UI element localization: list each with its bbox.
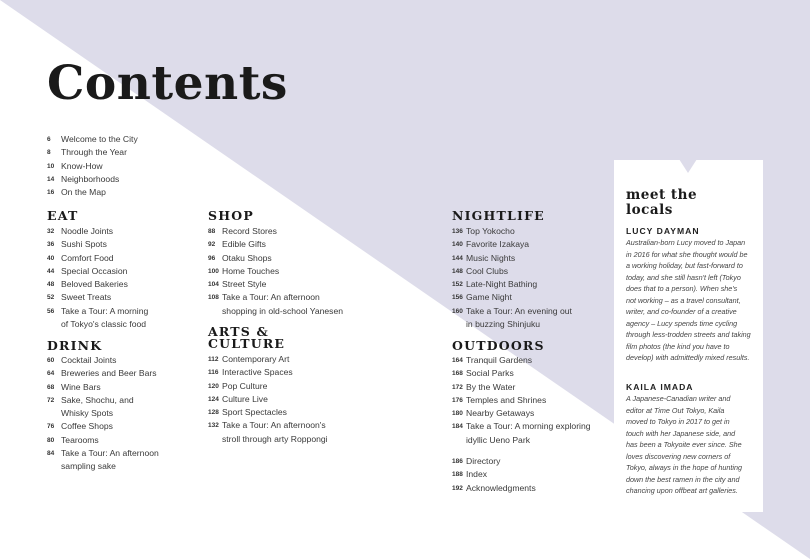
locals-title-line: locals xyxy=(626,202,673,218)
page-number: 6 xyxy=(47,136,51,143)
toc-entry xyxy=(47,434,159,447)
toc-entry xyxy=(208,406,328,419)
bio-line: moved to Tokyo in 2017 to get in xyxy=(626,417,730,426)
toc-entry xyxy=(47,394,159,421)
entry-title-line: Coffee Shops xyxy=(61,421,113,432)
shop-list xyxy=(208,225,343,318)
page-number: 124 xyxy=(208,395,219,403)
page-number: 192 xyxy=(452,484,463,492)
bio-line: Australian-born Lucy moved to Japan xyxy=(626,238,746,247)
entry-title xyxy=(466,265,572,278)
toc-entry xyxy=(452,265,572,278)
bio-line: writer, and co-founder of a creative xyxy=(626,307,737,316)
panel-notch xyxy=(679,159,697,173)
toc-entry xyxy=(452,455,536,468)
page-number: 40 xyxy=(47,254,55,262)
entry-title xyxy=(222,406,328,419)
entry-title-line: Temples and Shrines xyxy=(466,394,547,405)
bio-line: Tokyo, always in the hope of hunting xyxy=(626,463,743,472)
entry-title-line: Cocktail Joints xyxy=(61,355,117,365)
toc-entry xyxy=(452,482,536,495)
entry-title xyxy=(466,367,591,380)
entry-title-line: Wine Bars xyxy=(61,381,101,392)
page-number: 116 xyxy=(208,369,219,377)
drink-list xyxy=(47,354,159,474)
page-number: 88 xyxy=(208,228,216,235)
page-number: 168 xyxy=(452,370,463,378)
entry-title-line: Index xyxy=(466,469,488,480)
entry-title-line: Tearooms xyxy=(61,434,99,445)
page-number: 176 xyxy=(452,396,463,404)
bio-line: film photos (the kind you have to xyxy=(626,341,730,351)
entry-title-line: Sweet Treats xyxy=(61,292,112,303)
local-bio-lucy xyxy=(626,237,754,364)
entry-title xyxy=(61,381,159,394)
entry-title xyxy=(61,394,159,421)
entry-title xyxy=(61,252,148,265)
entry-title xyxy=(466,305,572,332)
entry-title-line: By the Water xyxy=(466,381,516,392)
bio-line: develop) with admittedly mixed results. xyxy=(626,353,750,362)
bio-line: does that to a person). When she's xyxy=(626,284,738,293)
page-number: 186 xyxy=(452,458,463,465)
eat-list xyxy=(47,225,148,331)
entry-title-line: sampling sake xyxy=(61,461,116,472)
page-number: 180 xyxy=(452,410,463,418)
page-number: 188 xyxy=(452,471,463,479)
page-number: 144 xyxy=(452,254,463,262)
section-heading-drink: DRINK xyxy=(47,338,103,353)
toc-entry xyxy=(452,238,572,251)
toc-entry xyxy=(452,354,591,367)
page-number: 128 xyxy=(208,409,219,417)
entry-title-line: Music Nights xyxy=(466,252,516,263)
toc-entry xyxy=(452,291,572,304)
page-number: 10 xyxy=(47,162,55,170)
section-heading-arts-culture xyxy=(208,326,285,350)
bio-line: in 2016 for what she thought would be xyxy=(626,249,748,259)
entry-title xyxy=(466,394,591,407)
entry-title-line: Otaku Shops xyxy=(222,252,272,263)
bio-line: chancing upon offbeat art galleries. xyxy=(626,486,738,495)
locals-title-line: meet the xyxy=(626,187,698,203)
local-name-kaila: KAILA IMADA xyxy=(626,382,694,392)
entry-title-line: Nearby Getaways xyxy=(466,408,535,419)
toc-entry xyxy=(47,265,148,278)
bio-line: down the best ramen in the city and xyxy=(626,474,740,484)
bio-line: through less-trodden streets and taking xyxy=(626,330,751,339)
entry-title xyxy=(61,160,138,173)
entry-title-line: Take a Tour: A morning exploring xyxy=(466,421,591,432)
section-heading-outdoors: OUTDOORS xyxy=(452,338,545,353)
page-number: 60 xyxy=(47,357,55,364)
entry-title-line: Street Style xyxy=(222,279,267,290)
entry-title-line: Take a Tour: An afternoon xyxy=(61,448,159,459)
entry-title xyxy=(61,133,138,146)
entry-title-line: Favorite Izakaya xyxy=(466,239,530,250)
entry-title xyxy=(61,186,138,199)
entry-title-line: Comfort Food xyxy=(61,252,114,263)
entry-title xyxy=(466,381,591,394)
local-name-lucy: LUCY DAYMAN xyxy=(626,226,700,236)
entry-title xyxy=(61,146,138,159)
page-number: 32 xyxy=(47,228,55,235)
page-number: 164 xyxy=(452,357,463,364)
entry-title-line: in buzzing Shinjuku xyxy=(466,319,541,330)
page-number: 148 xyxy=(452,267,463,275)
entry-title xyxy=(61,305,148,332)
entry-title-line: Through the Year xyxy=(61,147,127,158)
entry-title-line: Breweries and Beer Bars xyxy=(61,368,157,379)
arts-culture-list xyxy=(208,353,328,446)
entry-title-line: Take a Tour: An evening out xyxy=(466,305,572,316)
page-number: 132 xyxy=(208,422,219,430)
toc-entry xyxy=(47,381,159,394)
bio-line: editor at Time Out Tokyo, Kaila xyxy=(626,405,725,415)
toc-entry xyxy=(47,252,148,265)
page-number: 96 xyxy=(208,254,216,262)
bio-line: not working – as a travel consultant, xyxy=(626,295,741,305)
entry-title xyxy=(61,225,148,238)
toc-entry xyxy=(47,278,148,291)
page-number: 136 xyxy=(452,228,463,235)
entry-title xyxy=(466,354,591,367)
toc-entry xyxy=(47,225,148,238)
toc-entry xyxy=(452,394,591,407)
toc-entry xyxy=(452,252,572,265)
heading-line: CULTURE xyxy=(208,336,286,351)
toc-entry xyxy=(452,468,536,481)
entry-title-line: Take a Tour: An afternoon xyxy=(222,292,320,303)
entry-title xyxy=(222,291,343,318)
entry-title-line: shopping in old-school Yanesen xyxy=(222,305,344,316)
toc-entry xyxy=(208,265,343,278)
toc-entry xyxy=(47,186,138,199)
entry-title xyxy=(61,278,148,291)
page-number: 84 xyxy=(47,450,55,458)
page-number: 108 xyxy=(208,294,219,302)
toc-entry xyxy=(208,419,328,446)
toc-entry xyxy=(208,380,328,393)
entry-title xyxy=(466,482,536,495)
entry-title xyxy=(222,278,343,291)
intro-list xyxy=(47,133,138,199)
toc-entry xyxy=(47,420,159,433)
entry-title-line: Beloved Bakeries xyxy=(61,279,128,290)
toc-entry xyxy=(208,291,343,318)
toc-entry xyxy=(47,238,148,251)
toc-entry xyxy=(47,305,148,332)
entry-title-line: Social Parks xyxy=(466,368,514,379)
entry-title-line: Interactive Spaces xyxy=(222,367,293,378)
entry-title-line: Record Stores xyxy=(222,226,277,236)
entry-title-line: Edible Gifts xyxy=(222,239,266,250)
entry-title xyxy=(222,252,343,265)
entry-title-line: Welcome to the City xyxy=(61,134,138,144)
entry-title-line: of Tokyo's classic food xyxy=(61,319,147,330)
bio-line: a working holiday, but fast-forward to xyxy=(626,261,743,270)
page-number: 48 xyxy=(47,281,55,289)
entry-title-line: Take a Tour: A morning xyxy=(61,305,149,316)
entry-title-line: Know-How xyxy=(61,160,103,171)
toc-entry xyxy=(208,393,328,406)
entry-title-line: Sushi Spots xyxy=(61,239,107,250)
page-number: 120 xyxy=(208,382,219,390)
entry-title-line: Sake, Shochu, and xyxy=(61,394,134,405)
page-number: 56 xyxy=(47,307,55,315)
entry-title-line: Sport Spectacles xyxy=(222,407,287,418)
page-number: 92 xyxy=(208,241,216,249)
page-number: 14 xyxy=(47,175,55,183)
bio-line: A Japanese-Canadian writer and xyxy=(626,394,731,403)
bio-line: loves discovering new corners of xyxy=(626,451,731,461)
local-bio-kaila xyxy=(626,393,754,497)
entry-title xyxy=(61,238,148,251)
toc-entry xyxy=(452,225,572,238)
page-title: Contents xyxy=(47,56,288,111)
entry-title xyxy=(466,225,572,238)
toc-entry xyxy=(452,278,572,291)
back-matter-list xyxy=(452,455,536,495)
entry-title xyxy=(61,265,148,278)
entry-title xyxy=(222,353,328,366)
entry-title xyxy=(222,265,343,278)
toc-entry xyxy=(47,447,159,474)
toc-entry xyxy=(47,367,159,380)
entry-title xyxy=(222,393,328,406)
toc-entry xyxy=(208,238,343,251)
entry-title-line: idyllic Ueno Park xyxy=(466,434,530,445)
entry-title xyxy=(466,407,591,420)
entry-title-line: Directory xyxy=(466,456,501,466)
toc-entry xyxy=(47,160,138,173)
entry-title-line: Pop Culture xyxy=(222,380,268,391)
entry-title-line: On the Map xyxy=(61,187,106,198)
page-number: 64 xyxy=(47,370,55,378)
page-number: 44 xyxy=(47,267,55,275)
page-number: 52 xyxy=(47,294,55,302)
toc-entry xyxy=(47,173,138,186)
entry-title-line: Late-Night Bathing xyxy=(466,279,538,290)
entry-title-line: Top Yokocho xyxy=(466,226,515,236)
bio-line: today, and she still hasn't left (Tokyo xyxy=(626,272,741,282)
page-number: 8 xyxy=(47,149,51,157)
entry-title xyxy=(466,455,536,468)
page-number: 68 xyxy=(47,383,55,391)
page-number: 36 xyxy=(47,241,55,249)
entry-title xyxy=(222,225,343,238)
entry-title xyxy=(466,420,591,447)
entry-title-line: Acknowledgments xyxy=(466,482,536,493)
entry-title-line: Cool Clubs xyxy=(466,265,509,276)
entry-title xyxy=(222,380,328,393)
entry-title xyxy=(222,419,328,446)
toc-entry xyxy=(47,133,138,146)
entry-title xyxy=(61,354,159,367)
entry-title-line: Whisky Spots xyxy=(61,408,114,419)
bio-line: agency – Lucy spends time cycling xyxy=(626,318,738,328)
entry-title xyxy=(61,367,159,380)
toc-entry xyxy=(208,353,328,366)
toc-entry xyxy=(208,278,343,291)
entry-title xyxy=(61,173,138,186)
entry-title-line: Game Night xyxy=(466,292,512,303)
entry-title xyxy=(222,366,328,379)
page-number: 76 xyxy=(47,423,55,431)
section-heading-nightlife: NIGHTLIFE xyxy=(452,208,545,223)
entry-title xyxy=(61,420,159,433)
toc-entry xyxy=(452,407,591,420)
page-number: 156 xyxy=(452,294,463,302)
nightlife-list xyxy=(452,225,572,331)
toc-entry xyxy=(47,354,159,367)
page-number: 104 xyxy=(208,281,219,289)
entry-title xyxy=(466,278,572,291)
entry-title-line: Take a Tour: An afternoon's xyxy=(222,420,326,431)
toc-entry xyxy=(208,225,343,238)
page-number: 160 xyxy=(452,307,463,315)
bio-line: has been a Tokyoite ever since. She xyxy=(626,440,742,449)
toc-entry xyxy=(452,367,591,380)
page-number: 72 xyxy=(47,396,55,404)
entry-title xyxy=(466,468,536,481)
entry-title-line: Home Touches xyxy=(222,265,280,276)
toc-entry xyxy=(47,291,148,304)
page-number: 16 xyxy=(47,189,55,197)
bio-line: touch with her Japanese side, and xyxy=(626,428,736,438)
heading-line: ARTS & xyxy=(208,324,270,339)
page-number: 100 xyxy=(208,267,219,275)
page-number: 184 xyxy=(452,423,463,431)
toc-entry xyxy=(452,381,591,394)
entry-title-line: Neighborhoods xyxy=(61,173,120,184)
entry-title xyxy=(466,238,572,251)
outdoors-list xyxy=(452,354,591,447)
page-number: 112 xyxy=(208,356,219,363)
section-heading-shop: SHOP xyxy=(208,208,254,223)
entry-title-line: Tranquil Gardens xyxy=(466,355,533,365)
entry-title xyxy=(466,252,572,265)
toc-entry xyxy=(208,252,343,265)
toc-entry xyxy=(452,305,572,332)
toc-entry xyxy=(47,146,138,159)
locals-title xyxy=(626,188,756,218)
page-number: 140 xyxy=(452,241,463,249)
entry-title-line: Culture Live xyxy=(222,393,268,404)
entry-title xyxy=(466,291,572,304)
page-number: 80 xyxy=(47,436,55,444)
entry-title xyxy=(61,291,148,304)
section-heading-eat: EAT xyxy=(47,208,79,223)
entry-title-line: Noodle Joints xyxy=(61,226,114,236)
entry-title xyxy=(222,238,343,251)
toc-entry xyxy=(452,420,591,447)
page-number: 152 xyxy=(452,281,463,289)
entry-title xyxy=(61,447,159,474)
entry-title-line: stroll through arty Roppongi xyxy=(222,433,328,444)
entry-title-line: Special Occasion xyxy=(61,265,128,276)
entry-title xyxy=(61,434,159,447)
entry-title-line: Contemporary Art xyxy=(222,354,290,364)
toc-entry xyxy=(208,366,328,379)
page-number: 172 xyxy=(452,383,463,391)
